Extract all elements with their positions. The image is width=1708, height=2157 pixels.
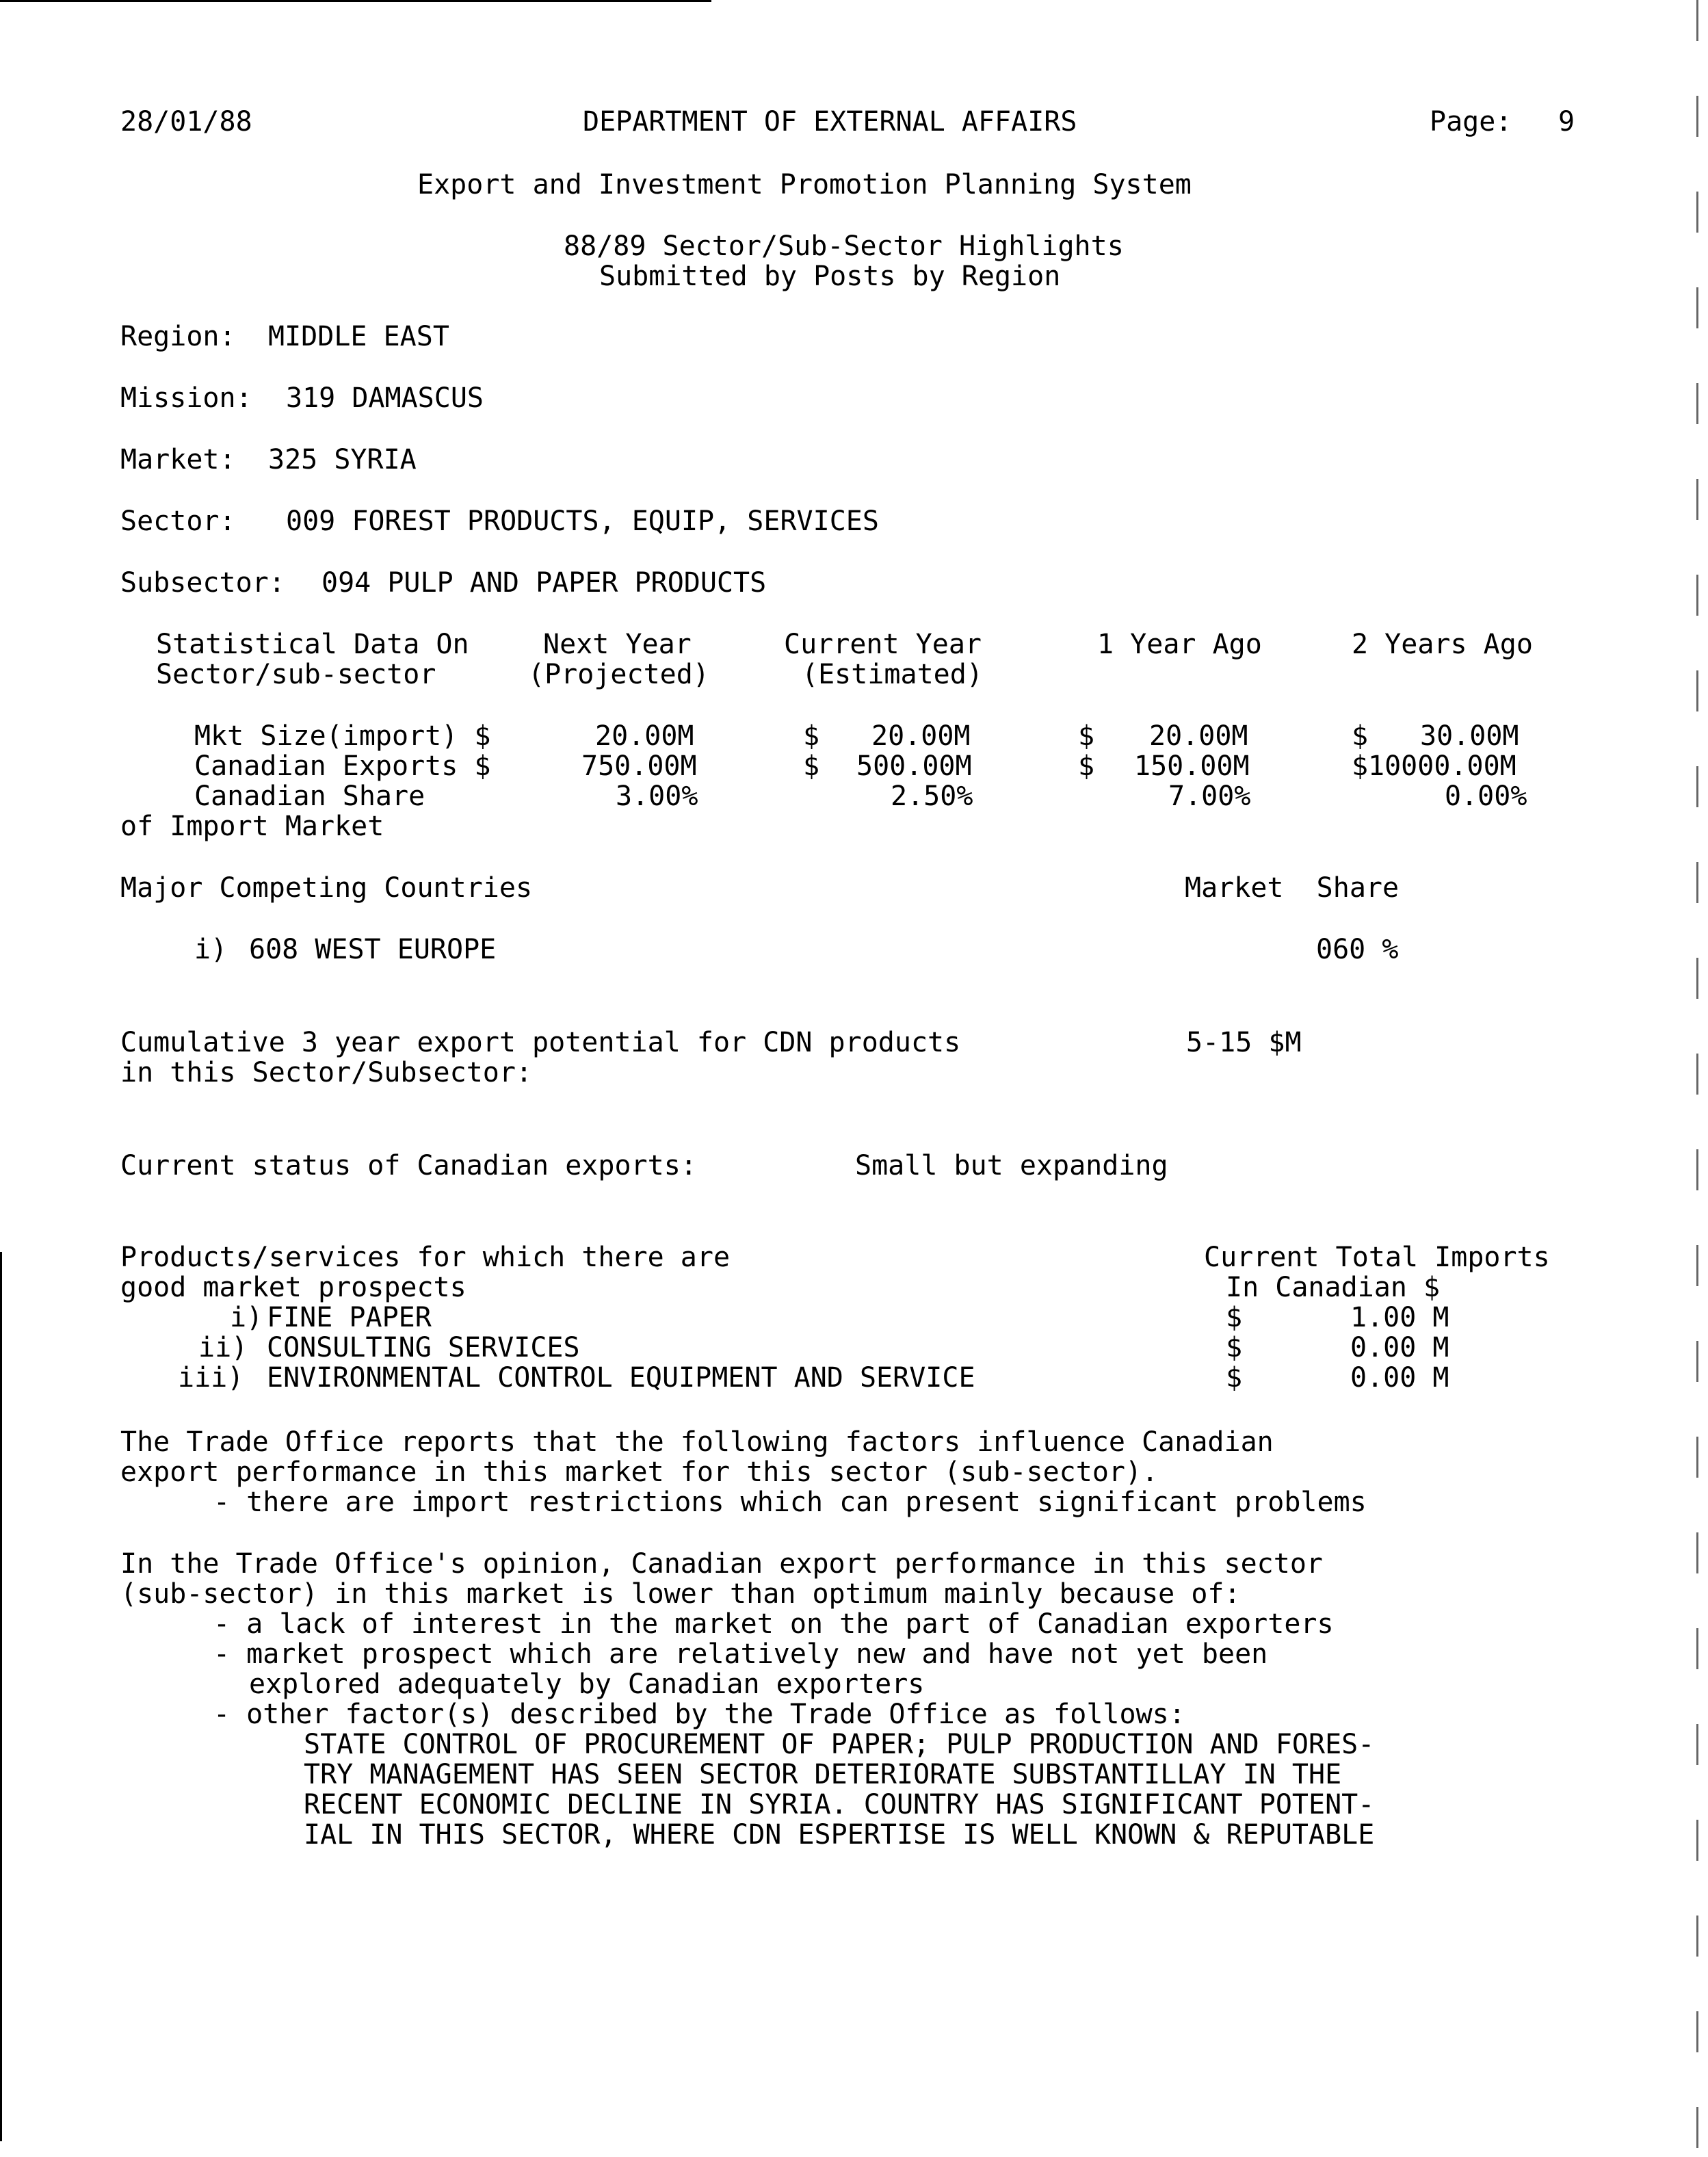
prospect-value: 0.00 M [1350,1362,1449,1394]
prospects-title-2: good market prospects [120,1272,467,1303]
opinion-bullet: - a lack of interest in the market on the part of Canadian exporters [213,1608,1334,1640]
competitor-name: 608 WEST EUROPE [249,934,497,965]
factors-intro-2: export performance in this market for this sector (sub-sector). [120,1456,1159,1488]
stats-row-label: Canadian Exports $ [194,750,491,782]
stats-ago1-sign: $ [1078,720,1095,752]
prospects-col-header-2: In Canadian $ [1226,1272,1441,1303]
stats-current-value: 20.00M [871,720,971,752]
sector-value: 009 FOREST PRODUCTS, EQUIP, SERVICES [286,506,879,537]
mission-label: Mission: [120,382,252,414]
potential-text: Cumulative 3 year export potential for CDN products [120,1027,961,1058]
stats-ago2-sign: $ [1352,720,1369,752]
competitors-title: Major Competing Countries [120,872,533,904]
opinion-intro: In the Trade Office's opinion, Canadian export performance in this sector [120,1548,1323,1580]
stats-next-value: 750.00M [581,750,697,782]
subsector-value: 094 PULP AND PAPER PRODUCTS [321,567,767,599]
opinion-note-line: RECENT ECONOMIC DECLINE IN SYRIA. COUNTRY HAS SIGNIFICANT POTENT- [304,1789,1375,1820]
stats-current-sign: $ [803,720,820,752]
prospect-sign: $ [1226,1302,1243,1333]
stats-header-1-year-ago: 1 Year Ago [1097,629,1262,660]
prospect-index: i) [230,1302,263,1333]
prospect-name: FINE PAPER [267,1302,432,1333]
stats-ago1-value: 20.00M [1149,720,1248,752]
stats-share-suffix: of Import Market [120,811,384,842]
stats-next-value: 3.00% [616,781,698,812]
stats-header-2-years-ago: 2 Years Ago [1352,629,1533,660]
stats-header-label-2: Sector/sub-sector [156,659,436,690]
mission-value: 319 DAMASCUS [286,382,484,414]
competitor-index: i) [194,934,228,965]
opinion-note-line: STATE CONTROL OF PROCUREMENT OF PAPER; PULP PRODUCTION AND FORES- [304,1729,1375,1760]
potential-text-2: in this Sector/Subsector: [120,1057,533,1088]
prospect-sign: $ [1226,1332,1243,1363]
stats-ago2-value: 30.00M [1420,720,1519,752]
market-label: Market: [120,444,236,475]
stats-row-label: Canadian Share [194,781,425,812]
stats-ago1-sign: $ [1078,750,1095,782]
stats-header-estimated: (Estimated) [802,659,983,690]
department-name: DEPARTMENT OF EXTERNAL AFFAIRS [583,106,1077,138]
stats-ago2-value: 0.00% [1445,781,1527,812]
stats-ago2-sign: $ [1352,750,1369,782]
region-label: Region: [120,321,236,352]
stats-current-sign: $ [803,750,820,782]
prospects-col-header: Current Total Imports [1204,1242,1550,1273]
prospects-title: Products/services for which there are [120,1242,731,1273]
prospect-index: iii) [178,1362,244,1394]
opinion-note-line: IAL IN THIS SECTOR, WHERE CDN ESPERTISE IS WELL KNOWN & REPUTABLE [304,1819,1375,1851]
prospect-value: 0.00 M [1350,1332,1449,1363]
report-subtitle: Submitted by Posts by Region [599,261,1061,292]
stats-ago1-value: 7.00% [1168,781,1251,812]
page-number: 9 [1558,106,1575,138]
scan-edge-top [0,0,711,2]
status-value: Small but expanding [855,1150,1168,1181]
stats-header-projected: (Projected) [528,659,709,690]
potential-value: 5-15 $M [1186,1027,1302,1058]
stats-current-value: 500.00M [856,750,972,782]
market-value: 325 SYRIA [268,444,417,475]
status-label: Current status of Canadian exports: [120,1150,697,1181]
prospect-sign: $ [1226,1362,1243,1394]
scan-edge-left [0,1252,2,2141]
factors-intro: The Trade Office reports that the following factors influence Canadian [120,1426,1274,1458]
prospect-name: ENVIRONMENTAL CONTROL EQUIPMENT AND SERVICE [267,1362,975,1394]
stats-row-label: Mkt Size(import) $ [194,720,491,752]
opinion-bullet-continuation: explored adequately by Canadian exporters [249,1669,925,1700]
stats-next-value: 20.00M [595,720,694,752]
stats-current-value: 2.50% [891,781,973,812]
prospect-index: ii) [198,1332,248,1363]
region-value: MIDDLE EAST [268,321,449,352]
sector-label: Sector: [120,506,236,537]
stats-header-next-year: Next Year [543,629,692,660]
opinion-intro-2: (sub-sector) in this market is lower than optimum mainly because of: [120,1578,1241,1610]
system-title: Export and Investment Promotion Planning System [417,169,1192,200]
stats-header-current-year: Current Year [784,629,982,660]
opinion-bullet: - market prospect which are relatively new and have not yet been [213,1638,1268,1670]
subsector-label: Subsector: [120,567,285,599]
stats-header-label: Statistical Data On [156,629,469,660]
opinion-note-line: TRY MANAGEMENT HAS SEEN SECTOR DETERIORATE SUBSTANTILLAY IN THE [304,1759,1342,1790]
scan-edge-right [1696,0,1698,2157]
opinion-bullet: - other factor(s) described by the Trade Office as follows: [213,1699,1185,1730]
prospect-value: 1.00 M [1350,1302,1449,1333]
stats-ago2-value: 10000.00M [1368,750,1516,782]
factors-bullet: - there are import restrictions which can present significant problems [213,1487,1367,1518]
competitors-share-header: Market Share [1185,872,1400,904]
report-date: 28/01/88 [120,106,252,138]
stats-ago1-value: 150.00M [1134,750,1250,782]
page-label: Page: [1430,106,1512,138]
prospect-name: CONSULTING SERVICES [267,1332,580,1363]
report-title: 88/89 Sector/Sub-Sector Highlights [564,231,1124,262]
competitor-share: 060 % [1316,934,1399,965]
